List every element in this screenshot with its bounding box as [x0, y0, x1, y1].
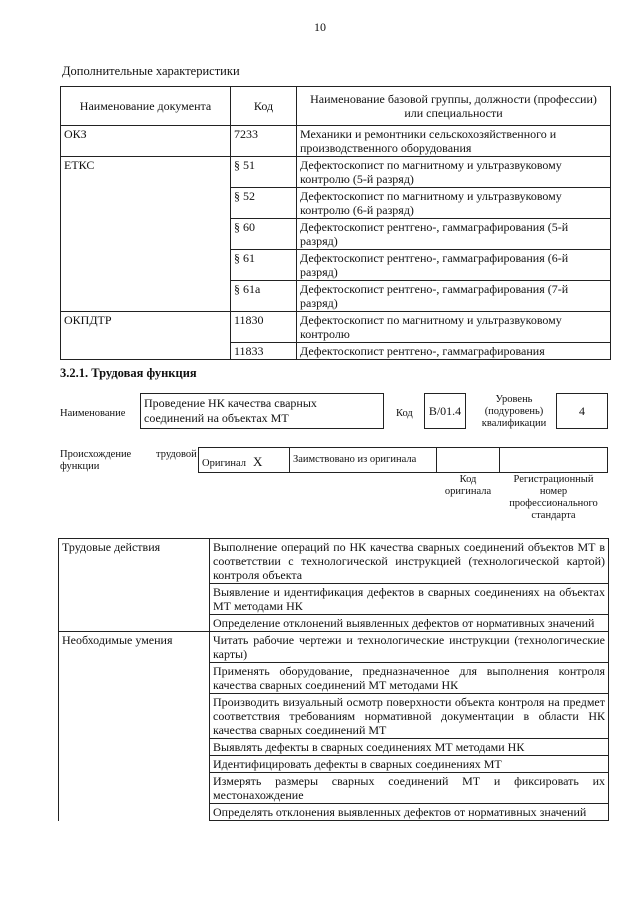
function-name-value: Проведение НК качества сварных соединений на объектах МТ	[140, 393, 384, 429]
function-details-table	[58, 538, 609, 821]
header-name: Наименование базовой группы, должности (профессии) или специальности	[297, 87, 611, 126]
row-doc	[61, 188, 231, 219]
table-row	[59, 632, 609, 663]
code-label: Код	[396, 408, 413, 419]
skill-item: Применять оборудование, предназначенное для выполнения контроля качества сварных соединений МТ методами НК	[210, 663, 609, 694]
table-row	[59, 584, 609, 615]
row-name: Дефектоскопист по магнитному и ультразвуковому контролю (6-й разряд)	[297, 188, 611, 219]
row-doc: ОКЗ	[61, 126, 231, 157]
skills-label: Необходимые умения	[59, 632, 210, 663]
label-spacer	[59, 584, 210, 615]
table-row	[59, 756, 609, 773]
label-spacer	[59, 804, 210, 821]
row-doc	[61, 250, 231, 281]
table-row	[61, 188, 611, 219]
action-item: Определение отклонений выявленных дефектов от нормативных значений	[210, 615, 609, 632]
table-header-row	[61, 87, 611, 126]
table-row	[61, 343, 611, 360]
action-item: Выполнение операций по НК качества сварных соединений объектов МТ в соответствии с технологической инструкцией (технологической картой) контроля объекта	[210, 539, 609, 584]
row-code: 7233	[231, 126, 297, 157]
label-spacer	[59, 739, 210, 756]
origin-label-1: Происхождение	[60, 449, 132, 460]
row-doc	[61, 343, 231, 360]
table-row	[59, 773, 609, 804]
row-name: Механики и ремонтники сельскохозяйственного и производственного оборудования	[297, 126, 611, 157]
row-code: 11830	[231, 312, 297, 343]
code-original-label: Код оригинала	[444, 474, 492, 497]
original-mark: Х	[253, 454, 263, 469]
row-name: Дефектоскопист по магнитному и ультразвуковому контролю (5-й разряд)	[297, 157, 611, 188]
row-code: § 51	[231, 157, 297, 188]
page-number: 10	[314, 20, 326, 34]
row-name: Дефектоскопист рентгено-, гаммаграфирования (6-й разряд)	[297, 250, 611, 281]
table-row	[61, 312, 611, 343]
skill-item: Производить визуальный осмотр поверхности объекта контроля на предмет соответствия требованиям нормативной документации в области НК качества сварных соединений МТ	[210, 694, 609, 739]
skill-item: Определять отклонения выявленных дефектов от нормативных значений	[210, 804, 609, 821]
table-row	[59, 615, 609, 632]
row-name: Дефектоскопист рентгено-, гаммаграфирования	[297, 343, 611, 360]
row-doc	[61, 219, 231, 250]
row-code: § 60	[231, 219, 297, 250]
label-spacer	[59, 615, 210, 632]
origin-label-3: функции	[60, 461, 100, 472]
section-title: Дополнительные характеристики	[62, 64, 240, 78]
table-row	[61, 219, 611, 250]
origin-label-2: трудовой	[156, 449, 197, 460]
table-row	[59, 539, 609, 584]
row-doc: ОКПДТР	[61, 312, 231, 343]
table-row	[61, 157, 611, 188]
table-row	[61, 281, 611, 312]
skill-item: Читать рабочие чертежи и технологические инструкции (технологические карты)	[210, 632, 609, 663]
row-code: § 61	[231, 250, 297, 281]
header-code: Код	[231, 87, 297, 126]
table-row	[59, 739, 609, 756]
code-original-cell	[436, 447, 500, 473]
row-doc	[61, 281, 231, 312]
row-doc: ЕТКС	[61, 157, 231, 188]
name-label: Наименование	[60, 408, 126, 419]
level-label: Уровень (подуровень) квалификации	[481, 394, 547, 429]
action-item: Выявление и идентификация дефектов в сварных соединениях на объектах МТ методами НК	[210, 584, 609, 615]
additional-characteristics-table	[60, 86, 611, 360]
table-row	[59, 804, 609, 821]
label-spacer	[59, 773, 210, 804]
table-row	[59, 663, 609, 694]
skill-item: Выявлять дефекты в сварных соединениях МТ методами НК	[210, 739, 609, 756]
row-code: § 52	[231, 188, 297, 219]
header-doc: Наименование документа	[61, 87, 231, 126]
original-cell	[198, 447, 290, 473]
reg-number-label: Регистрационный номер профессионального стандарта	[509, 474, 598, 521]
actions-label: Трудовые действия	[59, 539, 210, 584]
original-label: Оригинал	[202, 458, 246, 469]
label-spacer	[59, 663, 210, 694]
table-row	[61, 250, 611, 281]
reg-number-cell	[499, 447, 608, 473]
label-spacer	[59, 694, 210, 739]
skill-item: Измерять размеры сварных соединений МТ и фиксировать их местонахождение	[210, 773, 609, 804]
level-value: 4	[556, 393, 608, 429]
function-heading: 3.2.1. Трудовая функция	[60, 366, 197, 380]
row-name: Дефектоскопист рентгено-, гаммаграфирования (5-й разряд)	[297, 219, 611, 250]
table-row	[59, 694, 609, 739]
function-code-value: B/01.4	[424, 393, 466, 429]
skill-item: Идентифицировать дефекты в сварных соединениях МТ	[210, 756, 609, 773]
label-spacer	[59, 756, 210, 773]
table-row	[61, 126, 611, 157]
row-name: Дефектоскопист по магнитному и ультразвуковому контролю	[297, 312, 611, 343]
borrowed-cell: Заимствовано из оригинала	[289, 447, 437, 473]
row-name: Дефектоскопист рентгено-, гаммаграфирования (7-й разряд)	[297, 281, 611, 312]
row-code: 11833	[231, 343, 297, 360]
row-code: § 61а	[231, 281, 297, 312]
